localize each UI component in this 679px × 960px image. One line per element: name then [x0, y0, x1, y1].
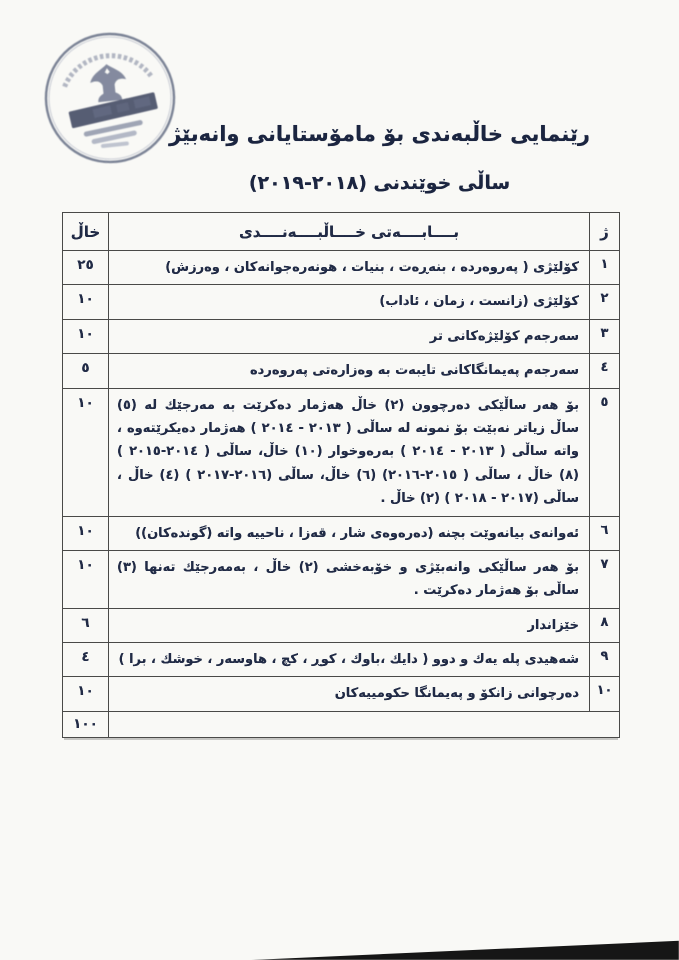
table-row [63, 388, 620, 516]
scan-shadow-artifact [0, 940, 679, 960]
row-points-cell: ١٠ [63, 550, 109, 608]
seal-lower-text-lines [83, 120, 145, 150]
row-number-cell: ٢ [590, 285, 620, 319]
row-points-cell: ١٠ [63, 516, 109, 550]
row-subject-cell: كۆلێژی ( پەروەردە ، بنەڕەت ، بنیات ، هونەرەجوانەكان ، وەرزش) [109, 251, 590, 285]
row-subject-cell: سەرجەم كۆلێژەكانی تر [109, 319, 590, 353]
academic-year-subtitle: ساڵی خوێندنی (٢٠١٨-٢٠١٩) [248, 172, 511, 194]
row-points-cell: ٥ [63, 354, 109, 388]
table-row [63, 251, 620, 285]
row-points-cell: ١٠ [63, 285, 109, 319]
table-row [63, 285, 620, 319]
row-number-cell: ١٠ [590, 677, 620, 711]
row-subject-cell: خێزاندار [109, 608, 590, 642]
table-row [63, 319, 620, 353]
row-points-cell: ١٠ [63, 677, 109, 711]
row-number-cell: ٩ [590, 643, 620, 677]
row-number-cell: ٤ [590, 354, 620, 388]
column-header-subject: بــــابــــەتی خــــاڵبــــەنــــدی [109, 213, 590, 251]
table-row [63, 550, 620, 608]
row-points-cell: ٦ [63, 608, 109, 642]
row-number-cell: ٨ [590, 608, 620, 642]
column-header-points: خاڵ [63, 213, 109, 251]
table-row [63, 608, 620, 642]
row-number-cell: ١ [590, 251, 620, 285]
row-points-cell: ١٠ [63, 319, 109, 353]
eagle-emblem-icon [89, 62, 129, 103]
row-subject-cell: بۆ هەر ساڵێكی وانەبێژی و خۆبەخشی (٢) خاڵ ، بەمەرجێك تەنها (٣) ساڵی بۆ هەژمار دەكرێت . [109, 550, 590, 608]
row-subject-cell: ئەوانەی بیانەوێت بچنە (دەرەوەی شار ، قەزا ، ناحییە واتە (گوندەكان)) [109, 516, 590, 550]
table-body [63, 251, 620, 712]
row-points-cell: ٢٥ [63, 251, 109, 285]
row-subject-cell: سەرجەم پەیمانگاكانی تایبەت بە وەزارەتی پەروەردە [109, 354, 590, 388]
table-row [63, 516, 620, 550]
document-title: رێنمایی خاڵبەندی بۆ مامۆستایانی وانەبێژ [169, 122, 590, 146]
total-points-value: ١٠٠ [63, 711, 109, 737]
row-subject-cell: بۆ هەر ساڵێكی دەرچوون (٢) خاڵ هەژمار دەكرێت بە مەرجێك لە (٥) ساڵ زیاتر نەبێت بۆ نمونە لە ساڵی ( ٢٠١٣ - ٢٠١٤ ) هەژمار دەیكرێتەوە ، واتە ساڵی ( ٢٠١٣ - ٢٠١٤ ) بەرەوخوار (١٠) خاڵ، ساڵی ( ٢٠١٤-٢٠١٥ ) (٨) خاڵ ، ساڵی ( ٢٠١٥-٢٠١٦) (٦) خاڵ، ساڵی (٢٠١٦-٢٠١٧ ) (٤) خاڵ ، ساڵی (٢٠١٧ - ٢٠١٨ ) (٢) خاڵ . [109, 388, 590, 516]
row-number-cell: ٦ [590, 516, 620, 550]
row-number-cell: ٣ [590, 319, 620, 353]
scoring-table [62, 212, 620, 738]
row-number-cell: ٧ [590, 550, 620, 608]
row-subject-cell: دەرچوانی زانكۆ و پەیمانگا حكومییەكان [109, 677, 590, 711]
total-row-empty-cell [109, 711, 620, 737]
table-header-row [63, 213, 620, 251]
row-points-cell: ٤ [63, 643, 109, 677]
table-row [63, 677, 620, 711]
table-row [63, 643, 620, 677]
row-number-cell: ٥ [590, 388, 620, 516]
seal-graphic [35, 23, 184, 172]
column-header-number: ژ [590, 213, 620, 251]
total-row [63, 711, 620, 737]
official-seal-stamp [35, 23, 184, 172]
row-subject-cell: شەهیدی پلە یەك و دوو ( دایك ،باوك ، كوڕ ، كچ ، هاوسەر ، خوشك ، برا ) [109, 643, 590, 677]
table-row [63, 354, 620, 388]
row-points-cell: ١٠ [63, 388, 109, 516]
row-subject-cell: كۆلێژی (زانست ، زمان ، ئاداب) [109, 285, 590, 319]
